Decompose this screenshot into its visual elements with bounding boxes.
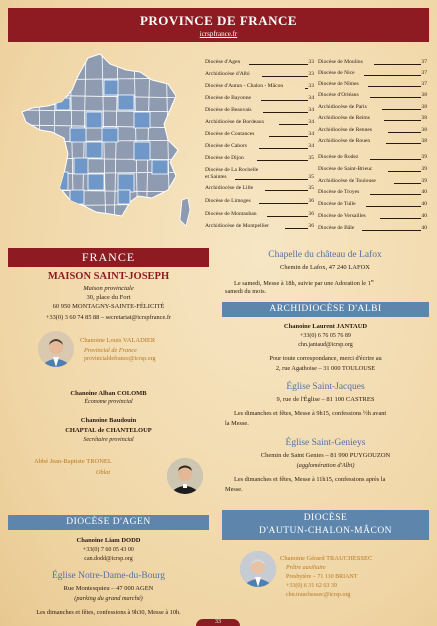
house-subtitle: Maison provinciale bbox=[83, 285, 134, 292]
toc-item[interactable]: Diocèse de Bayonne 34 bbox=[205, 95, 314, 101]
toc-item[interactable]: Diocèse d'Agen 33 bbox=[205, 59, 314, 65]
toc-item[interactable]: Diocèse de Moulins 37 bbox=[318, 59, 427, 65]
autun-email[interactable]: chn.trauchessec@icrsp.org bbox=[286, 592, 351, 598]
agen-mass: Les dimanches et fêtes, confessions à 9h30, Messe à 10h. bbox=[36, 609, 181, 616]
page-number: 33 bbox=[215, 619, 221, 625]
toc-item[interactable]: Diocèse de Cahors 34 bbox=[205, 143, 314, 149]
header-title: PROVINCE DE FRANCE bbox=[139, 13, 298, 28]
toc-item[interactable]: Diocèse de Nîmes 37 bbox=[318, 81, 427, 87]
albi-church-1-text-1: Les dimanches et fêtes, Messe à 9h15, confessions ½h avant bbox=[234, 410, 387, 417]
autun-phone: +33(0) 6 31 62 63 39 bbox=[286, 583, 337, 589]
agen-church: Église Notre-Dame-du-Bourg bbox=[51, 571, 165, 581]
p3-name-1: Chanoine Baudouin bbox=[80, 417, 137, 424]
autun-role: Prêtre auxiliaire bbox=[286, 565, 326, 571]
p4-role: Oblat bbox=[96, 469, 111, 476]
toc-item[interactable]: Diocèse de Montauban 36 bbox=[205, 211, 314, 217]
toc-item[interactable]: Archidiocèse de Reims 38 bbox=[318, 115, 427, 121]
avatar-valadier bbox=[38, 331, 74, 367]
france-map bbox=[18, 50, 198, 240]
albi-church-2-text-2: Messe. bbox=[225, 486, 243, 493]
toc-item[interactable]: Diocèse d'Autun - Chalon - Mâcon 33 bbox=[205, 83, 314, 89]
toc-right bbox=[318, 59, 427, 234]
lafox-text-line2: samedi du mois. bbox=[225, 288, 267, 295]
albi-note-1: Pour toute correspondance, merci d'écrire au bbox=[269, 355, 382, 362]
toc-item[interactable]: Diocèse de Versailles 40 bbox=[318, 213, 427, 219]
autun-band bbox=[222, 510, 429, 540]
toc-item[interactable]: Diocèse de Coutances 34 bbox=[205, 131, 314, 137]
toc-item[interactable]: Diocèse de Bâle 40 bbox=[318, 225, 427, 231]
p4-name: Abbé Jean-Baptiste TRONEL bbox=[34, 458, 112, 465]
albi-church-1-address: 9, rue de l'Église – 81 100 CASTRES bbox=[276, 396, 375, 403]
albi-note-2: 2, rue Agathoise – 31 000 TOULOUSE bbox=[275, 365, 376, 372]
agen-band: DIOCÈSE D'AGEN bbox=[8, 515, 209, 530]
toc-item[interactable]: Diocèse de Nice 37 bbox=[318, 70, 427, 76]
toc-item[interactable]: Diocèse de Rodez 39 bbox=[318, 154, 427, 160]
corsica-shape bbox=[180, 198, 190, 226]
toc-item[interactable]: Diocèse de La Rochelle et Saintes 35 bbox=[205, 167, 314, 180]
lafox-text-line1: Le samedi, Messe à 18h, suivie par une Adoration le 1er bbox=[234, 278, 374, 288]
lafox-address: Chemin de Lafox, 47 240 LAFOX bbox=[280, 264, 370, 271]
toc-item[interactable]: Diocèse de Saint-Brieuc 39 bbox=[318, 166, 427, 172]
p1-role: Provincial de France bbox=[84, 347, 137, 354]
house-contact[interactable]: +33(0) 3 60 74 85 88 – secretariat@icrspfrance.fr bbox=[45, 314, 172, 321]
toc-item[interactable]: Archidiocèse de Bordeaux 34 bbox=[205, 119, 314, 125]
toc-item[interactable]: Archidiocèse de Rennes 38 bbox=[318, 127, 427, 133]
p3-role: Secrétaire provincial bbox=[83, 437, 134, 443]
albi-church-2-address: Chemin de Saint Genies – 81 990 PUYGOUZON bbox=[260, 452, 391, 459]
avatar-trauchessec bbox=[240, 551, 276, 587]
toc-item[interactable]: Archidiocèse de Paris 38 bbox=[318, 104, 427, 110]
agen-priest: Chanoine Liam DODD bbox=[76, 537, 141, 544]
page-number-tab bbox=[196, 619, 240, 626]
autun-priest: Chanoine Gérard TRAUCHESSEC bbox=[280, 555, 373, 562]
autun-band-line-2: D'AUTUN-CHALON-MÂCON bbox=[258, 526, 393, 536]
house-address-1: 30, place du Fort bbox=[86, 294, 131, 301]
agen-phone: +33(0) 7 60 05 43 00 bbox=[83, 547, 134, 553]
toc-left bbox=[205, 59, 314, 234]
house-address-2: 60 950 MONTAGNY-SAINTE-FÉLICITÉ bbox=[52, 303, 165, 310]
lafox-title: Chapelle du château de Lafox bbox=[268, 250, 382, 260]
agen-address: Rue Montesquieu – 47 000 AGEN bbox=[63, 585, 154, 592]
albi-church-2-note: (agglomération d'Albi) bbox=[296, 462, 355, 469]
toc-item[interactable]: Diocèse de Beauvais 34 bbox=[205, 107, 314, 113]
toc-item[interactable]: Archidiocèse d'Albi 33 bbox=[205, 71, 314, 77]
agen-email[interactable]: can.dodd@icrsp.org bbox=[84, 556, 133, 562]
albi-church-2: Église Saint-Genieys bbox=[285, 438, 366, 448]
autun-band-line-1: DIOCÈSE bbox=[303, 513, 348, 523]
toc-item[interactable]: Diocèse de Tulle 40 bbox=[318, 201, 427, 207]
albi-band: ARCHIDIOCÈSE D'ALBI bbox=[222, 302, 429, 317]
toc-item[interactable]: Archidiocèse de Lille 35 bbox=[205, 185, 314, 191]
header-band bbox=[8, 8, 429, 42]
albi-priest: Chanoine Laurent JANTAUD bbox=[283, 323, 368, 330]
agen-note: (parking du grand marché) bbox=[74, 595, 143, 602]
p2-name: Chanoine Alban COLOMB bbox=[70, 390, 147, 397]
p2-role: Économe provincial bbox=[84, 399, 133, 405]
albi-church-1: Église Saint-Jacques bbox=[286, 382, 365, 392]
p1-name: Chanoine Louis VALADIER bbox=[80, 337, 156, 344]
house-title: MAISON SAINT-JOSEPH bbox=[47, 271, 170, 282]
p3-name-2: CHAPTAL de CHANTELOUP bbox=[65, 427, 152, 434]
albi-email[interactable]: chn.jantaud@icrsp.org bbox=[298, 342, 353, 348]
albi-church-2-text-1: Les dimanches et fêtes, Messe à 11h15, confessions après la bbox=[234, 476, 386, 483]
toc-item[interactable]: Archidiocèse de Toulouse 39 bbox=[318, 178, 427, 184]
autun-address: Presbytère – 71 110 BRIANT bbox=[286, 574, 358, 580]
toc-item[interactable]: Diocèse d'Orléans 38 bbox=[318, 92, 427, 98]
avatar-tronel bbox=[167, 458, 203, 494]
toc-item[interactable]: Diocèse de Dijon 35 bbox=[205, 155, 314, 161]
albi-phone: +33(0) 6 76 05 76 89 bbox=[300, 333, 351, 339]
header-website: icrspfrance.fr bbox=[199, 30, 238, 38]
france-band: FRANCE bbox=[8, 248, 209, 267]
p1-email[interactable]: provincialdefrance@icrsp.org bbox=[84, 356, 156, 362]
toc-item[interactable]: Archidiocèse de Montpellier 36 bbox=[205, 223, 314, 229]
albi-church-1-text-2: la Messe. bbox=[225, 420, 249, 427]
toc-item[interactable]: Diocèse de Troyes 40 bbox=[318, 189, 427, 195]
toc-item[interactable]: Diocèse de Limoges 36 bbox=[205, 198, 314, 204]
toc-item[interactable]: Archidiocèse de Rouen 38 bbox=[318, 138, 427, 144]
